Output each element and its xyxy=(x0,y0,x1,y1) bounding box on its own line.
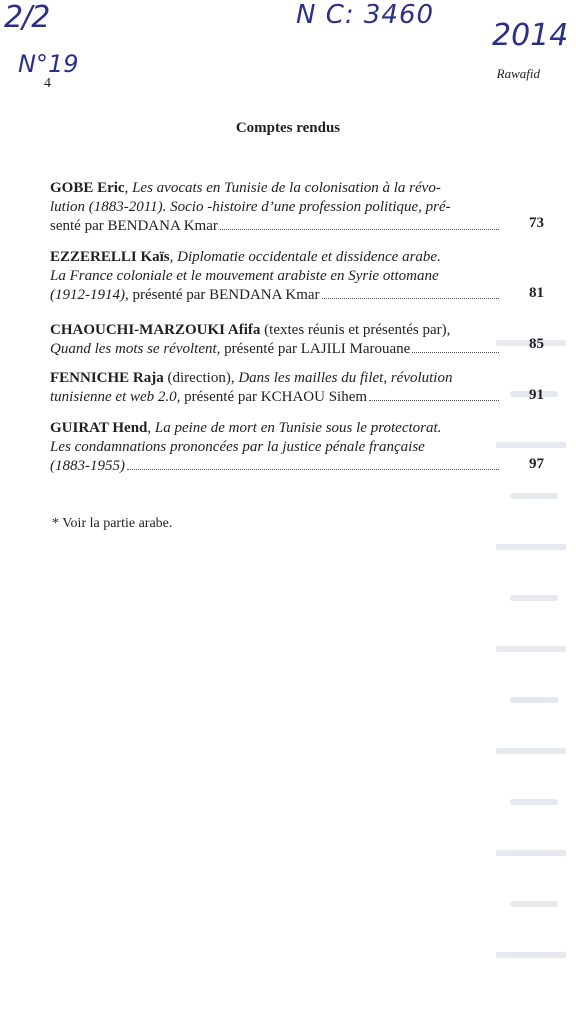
review-entry: GOBE Eric, Les avocats en Tunisie de la colonisation à la révo- lution (1883-2011). Socio -histoire d’une profession politique, pré- senté par BENDANA Kmar 73 xyxy=(50,180,544,234)
footnote: * Voir la partie arabe. xyxy=(52,516,173,531)
review-entry: GUIRAT Hend, La peine de mort en Tunisie sous le protectorat. Les condamnations prononcées par la justice pénale française (1883-1955) 97 xyxy=(50,420,544,474)
handwritten-volume: 2/2 xyxy=(4,0,50,35)
handwritten-year: 2014 xyxy=(492,18,569,53)
review-title: Quand les mots se révoltent, xyxy=(50,341,221,357)
review-entry: EZZERELLI Kaïs, Diplomatie occidentale et dissidence arabe. La France coloniale et le mouvement arabiste en Syrie ottomane (1912-1914), présenté par BENDANA Kmar 81 xyxy=(50,249,544,303)
review-editor-note: (direction), xyxy=(167,370,235,386)
dot-leader xyxy=(412,352,499,353)
review-title: Dans les mailles du filet, révolution xyxy=(238,370,453,386)
reviewer: présenté par BENDANA Kmar xyxy=(132,287,320,303)
review-title-cont: lution (1883-2011). Socio -histoire d’une profession politique, pré- xyxy=(50,199,451,215)
review-entry xyxy=(50,369,544,407)
review-editor-note: (textes réunis et présentés par), xyxy=(264,322,451,338)
review-title: Diplomatie occidentale et dissidence arabe. xyxy=(177,249,441,265)
review-author: EZZERELLI Kaïs xyxy=(50,249,170,265)
bleed-through-text xyxy=(496,340,576,960)
page-number: 4 xyxy=(44,76,51,91)
section-title: Comptes rendus xyxy=(235,120,341,136)
review-title: Les avocats en Tunisie de la colonisation à la révo- xyxy=(132,180,441,196)
review-author: GUIRAT Hend xyxy=(50,420,148,436)
review-title-cont: La France coloniale et le mouvement arabiste en Syrie ottomane xyxy=(50,268,439,284)
review-title-dates: (1883-1955) xyxy=(50,458,125,474)
dot-leader xyxy=(322,298,499,299)
handwritten-call-number: N C: 3460 xyxy=(296,0,435,30)
dot-leader xyxy=(127,469,499,470)
handwritten-issue-number: N°19 xyxy=(18,50,79,78)
entry-page-number: 91 xyxy=(529,387,544,403)
dot-leader xyxy=(220,229,499,230)
review-author: CHAOUCHI-MARZOUKI Afifa xyxy=(50,322,261,338)
reviewer: présenté par KCHAOU Sihem xyxy=(184,389,368,405)
review-title-dates: (1912-1914) xyxy=(50,287,125,303)
dot-leader xyxy=(369,400,499,401)
entry-page-number: 97 xyxy=(529,456,544,472)
review-title-cont: tunisienne et web 2.0, xyxy=(50,389,181,405)
journal-name: Rawafid xyxy=(496,66,540,81)
reviewer: présenté par LAJILI Marouane xyxy=(224,341,411,357)
entry-page-number: 85 xyxy=(529,336,544,352)
entry-page-number: 73 xyxy=(529,215,544,231)
review-entry xyxy=(50,321,544,359)
review-author: GOBE Eric xyxy=(50,180,125,196)
entry-page-number: 81 xyxy=(529,285,544,301)
review-author: FENNICHE Raja xyxy=(50,370,164,386)
reviewer: senté par BENDANA Kmar xyxy=(50,218,218,234)
review-title-cont: Les condamnations prononcées par la justice pénale française xyxy=(50,439,425,455)
review-title: La peine de mort en Tunisie sous le protectorat. xyxy=(154,420,442,436)
